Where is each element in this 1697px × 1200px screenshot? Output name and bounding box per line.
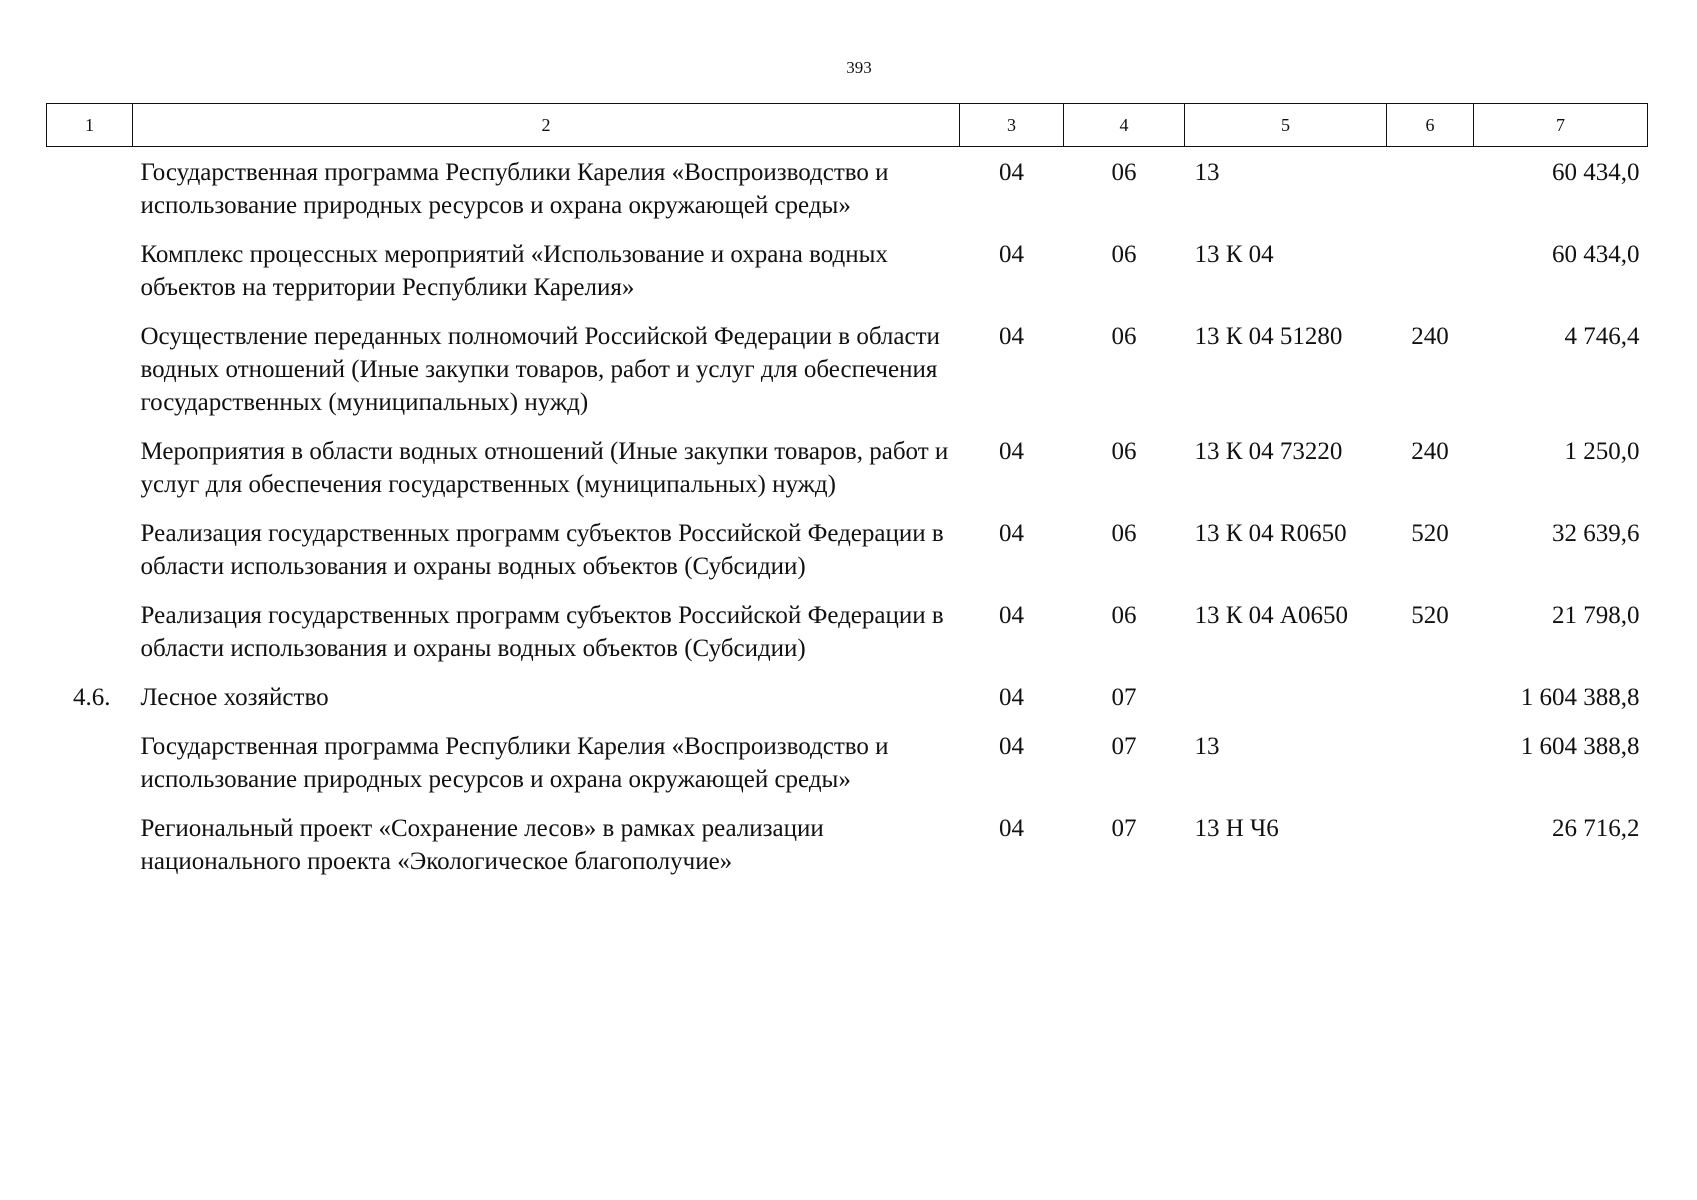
row-expense-type: 240 (1411, 438, 1449, 465)
row-expense-type (1387, 147, 1474, 239)
row-subsection: 07 (1111, 733, 1137, 760)
row-target-article: 13 (1194, 159, 1220, 186)
row-name: Реализация государственных программ субъектов Российской Федерации в области использования и охраны водных объектов (Субсидии) (140, 602, 944, 662)
row-number (47, 730, 133, 812)
row-expense-type: 240 (1411, 323, 1449, 350)
column-header-1: 1 (47, 104, 133, 147)
row-number (47, 517, 133, 599)
row-name: Комплекс процессных мероприятий «Использование и охрана водных объектов на территории Республики Карелия» (140, 241, 888, 301)
row-number (47, 147, 133, 239)
row-expense-type: 520 (1411, 602, 1449, 629)
row-name: Мероприятия в области водных отношений (Иные закупки товаров, работ и услуг для обеспечения государственных (муниципальных) нужд) (140, 438, 949, 498)
row-number (47, 238, 133, 320)
row-section: 04 (999, 241, 1024, 268)
row-amount: 1 250,0 (1564, 438, 1640, 465)
table-row (47, 435, 1648, 517)
row-section: 04 (999, 684, 1024, 711)
row-target-article: 13 К 04 51280 (1194, 323, 1343, 350)
table-header-row (47, 104, 1648, 147)
row-name: Реализация государственных программ субъектов Российской Федерации в области использования и охраны водных объектов (Субсидии) (140, 520, 944, 580)
table-row (47, 599, 1648, 681)
column-header-2: 2 (133, 104, 960, 147)
column-header-7: 7 (1474, 104, 1648, 147)
row-target-article: 13 Н Ч6 (1194, 815, 1279, 842)
row-target-article: 13 (1194, 733, 1220, 760)
row-expense-type (1387, 730, 1474, 812)
row-expense-type (1387, 238, 1474, 320)
row-amount: 4 746,4 (1564, 323, 1640, 350)
row-target-article: 13 К 04 (1194, 241, 1274, 268)
table-row (47, 147, 1648, 239)
row-section: 04 (999, 159, 1024, 186)
row-subsection: 06 (1111, 602, 1137, 629)
row-expense-type (1387, 812, 1474, 894)
row-section: 04 (999, 438, 1024, 465)
row-amount: 1 604 388,8 (1520, 684, 1640, 711)
row-name: Региональный проект «Сохранение лесов» в рамках реализации национального проекта «Экологическое благополучие» (140, 815, 824, 875)
row-section: 04 (999, 520, 1024, 547)
row-subsection: 07 (1111, 815, 1137, 842)
row-subsection: 06 (1111, 438, 1137, 465)
row-section: 04 (999, 323, 1024, 350)
row-amount: 32 639,6 (1552, 520, 1640, 547)
row-number (47, 599, 133, 681)
row-target-article (1185, 681, 1387, 730)
table-row (47, 238, 1648, 320)
column-header-5: 5 (1185, 104, 1387, 147)
row-subsection: 07 (1111, 684, 1137, 711)
row-amount: 26 716,2 (1552, 815, 1640, 842)
row-amount: 60 434,0 (1552, 159, 1640, 186)
table-row (47, 812, 1648, 894)
row-expense-type (1387, 681, 1474, 730)
row-number (47, 812, 133, 894)
column-header-4: 4 (1064, 104, 1185, 147)
row-target-article: 13 К 04 А0650 (1194, 602, 1348, 629)
column-header-6: 6 (1387, 104, 1474, 147)
table-row (47, 730, 1648, 812)
table-row (47, 681, 1648, 730)
budget-table (46, 103, 1648, 894)
row-subsection: 06 (1111, 159, 1137, 186)
row-subsection: 06 (1111, 520, 1137, 547)
row-target-article: 13 К 04 73220 (1194, 438, 1343, 465)
row-number: 4.6. (73, 684, 111, 711)
row-name: Осуществление переданных полномочий Российской Федерации в области водных отношений (Иные закупки товаров, работ и услуг для обеспечения государственных (муниципальных) нужд) (140, 323, 940, 416)
column-header-3: 3 (960, 104, 1064, 147)
row-name: Государственная программа Республики Карелия «Воспроизводство и использование природных ресурсов и охрана окружающей среды» (140, 733, 889, 793)
table-row (47, 517, 1648, 599)
row-number (47, 320, 133, 435)
row-name: Лесное хозяйство (140, 684, 329, 711)
row-amount: 60 434,0 (1552, 241, 1640, 268)
row-target-article: 13 К 04 R0650 (1194, 520, 1347, 547)
row-expense-type: 520 (1411, 520, 1449, 547)
row-number (47, 435, 133, 517)
page-number: 393 (846, 58, 872, 77)
row-section: 04 (999, 815, 1024, 842)
row-subsection: 06 (1111, 323, 1137, 350)
row-section: 04 (999, 602, 1024, 629)
row-subsection: 06 (1111, 241, 1137, 268)
table-row (47, 320, 1648, 435)
row-amount: 1 604 388,8 (1520, 733, 1640, 760)
row-amount: 21 798,0 (1552, 602, 1640, 629)
row-name: Государственная программа Республики Карелия «Воспроизводство и использование природных ресурсов и охрана окружающей среды» (140, 159, 889, 219)
row-section: 04 (999, 733, 1024, 760)
